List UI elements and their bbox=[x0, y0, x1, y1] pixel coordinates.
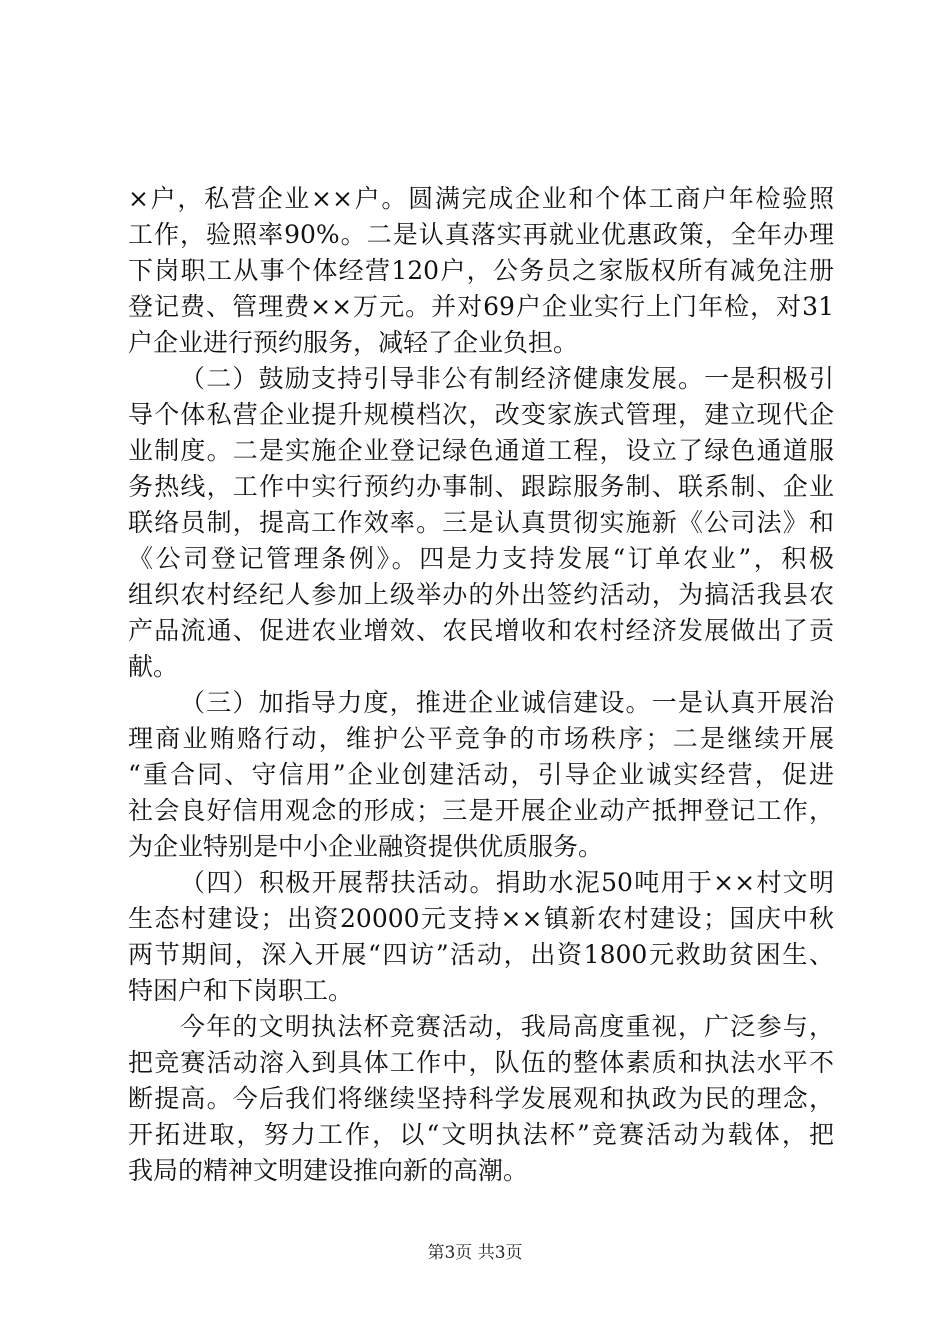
text-line: ×户，私营企业××户。圆满完成企业和个体工商户年检验照 bbox=[128, 184, 834, 213]
text-line: 理商业贿赂行动，维护公平竞争的市场秩序；二是继续开展 bbox=[128, 724, 834, 753]
text-line: 产品流通、促进农业增效、农民增收和农村经济发展做出了贡 bbox=[128, 616, 834, 645]
text-line: 《公司登记管理条例》。四是力支持发展“订单农业”，积极 bbox=[128, 544, 834, 573]
paragraph-heading-line: （二）鼓励支持引导非公有制经济健康发展。一是积极引 bbox=[180, 364, 834, 393]
text-line: 户企业进行预约服务，减轻了企业负担。 bbox=[128, 328, 579, 357]
text-line: 断提高。今后我们将继续坚持科学发展观和执政为民的理念， bbox=[128, 1084, 834, 1113]
text-line: 登记费、管理费××万元。并对69户企业实行上门年检，对31 bbox=[128, 292, 834, 321]
text-line: 联络员制，提高工作效率。三是认真贯彻实施新《公司法》和 bbox=[128, 508, 834, 537]
text-line: 两节期间，深入开展“四访”活动，出资1800元救助贫困生、 bbox=[128, 940, 834, 969]
text-line: 生态村建设；出资20000元支持××镇新农村建设；国庆中秋 bbox=[128, 904, 834, 933]
text-line: 组织农村经纪人参加上级举办的外出签约活动，为搞活我县农 bbox=[128, 580, 834, 609]
text-line: 下岗职工从事个体经营120户，公务员之家版权所有减免注册 bbox=[128, 256, 834, 285]
text-line: 务热线，工作中实行预约办事制、跟踪服务制、联系制、企业 bbox=[128, 472, 834, 501]
text-line: 业制度。二是实施企业登记绿色通道工程，设立了绿色通道服 bbox=[128, 436, 834, 465]
text-line: 特困户和下岗职工。 bbox=[128, 976, 354, 1005]
text-line: 社会良好信用观念的形成；三是开展企业动产抵押登记工作， bbox=[128, 796, 834, 825]
text-line: 我局的精神文明建设推向新的高潮。 bbox=[128, 1156, 529, 1185]
text-line: 把竞赛活动溶入到具体工作中，队伍的整体素质和执法水平不 bbox=[128, 1048, 834, 1077]
text-line: “重合同、守信用”企业创建活动，引导企业诚实经营，促进 bbox=[128, 760, 834, 789]
text-line: 献。 bbox=[128, 652, 179, 681]
document-body bbox=[128, 181, 834, 1189]
paragraph-heading-line: （四）积极开展帮扶活动。捐助水泥50吨用于××村文明 bbox=[180, 868, 834, 897]
paragraph-first-line: 今年的文明执法杯竞赛活动，我局高度重视，广泛参与， bbox=[180, 1012, 834, 1041]
text-line: 导个体私营企业提升规模档次，改变家族式管理，建立现代企 bbox=[128, 400, 834, 429]
text-line: 为企业特别是中小企业融资提供优质服务。 bbox=[128, 832, 604, 861]
text-line: 工作，验照率90%。二是认真落实再就业优惠政策，全年办理 bbox=[128, 220, 834, 249]
text-line: 开拓进取，努力工作，以“文明执法杯”竞赛活动为载体，把 bbox=[128, 1120, 834, 1149]
paragraph-heading-line: （三）加指导力度，推进企业诚信建设。一是认真开展治 bbox=[180, 688, 834, 717]
page-number-footer: 第3页 共3页 bbox=[427, 1243, 523, 1263]
